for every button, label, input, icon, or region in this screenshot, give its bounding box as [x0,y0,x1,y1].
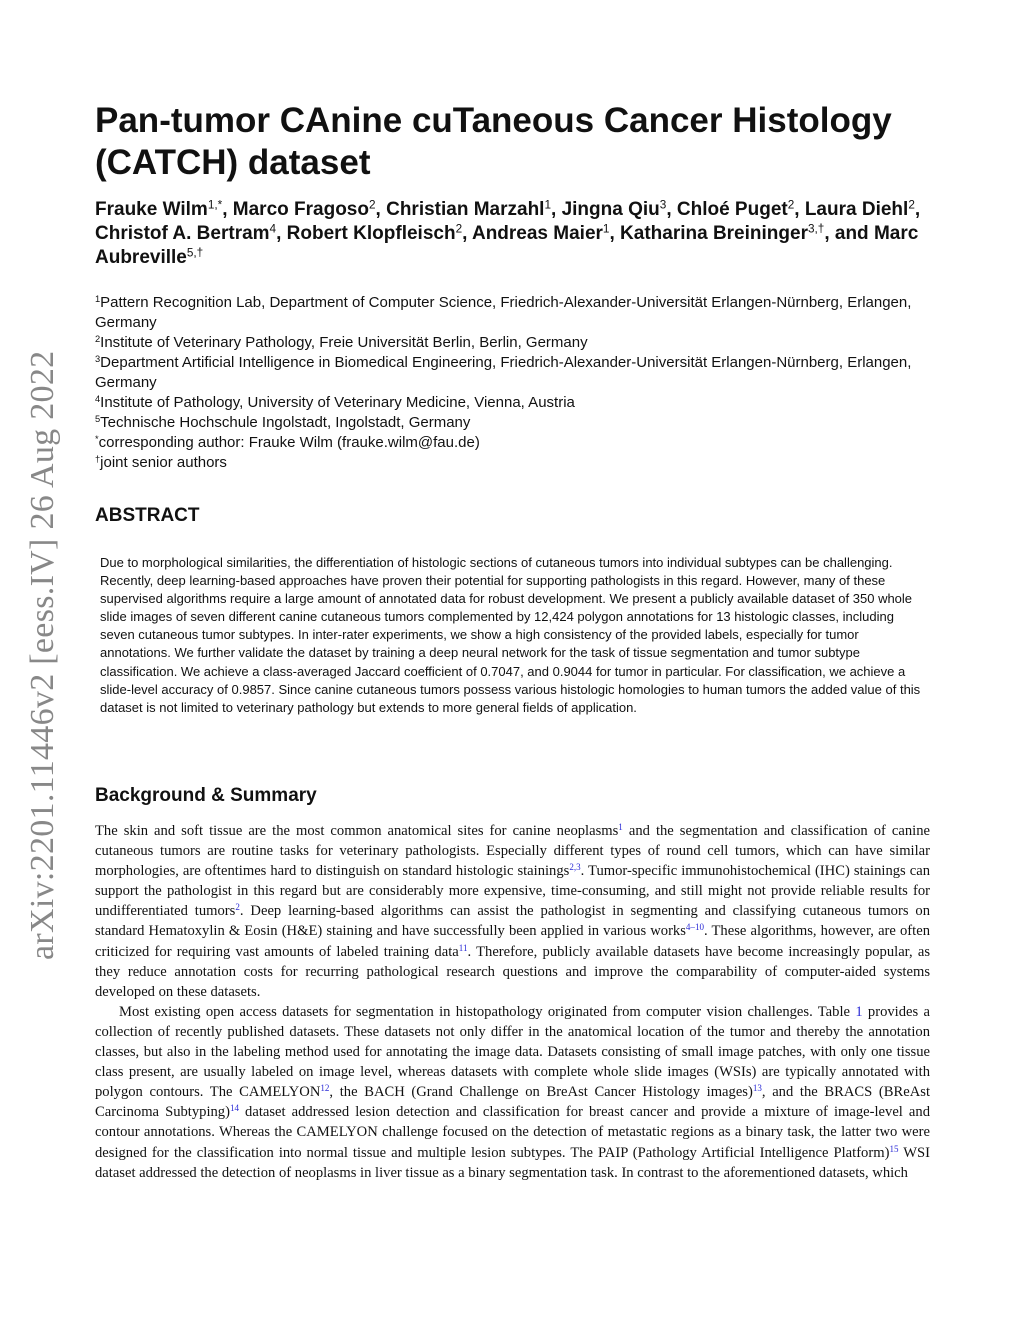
affiliation-text: Institute of Veterinary Pathology, Freie Universität Berlin, Berlin, Germany [100,334,588,351]
table-reference-link[interactable]: 1 [855,1003,863,1020]
author-affiliation-mark: 1,* [207,198,223,212]
body-text-run: , the BACH (Grand Challenge on BreAst Cancer Histology images) [329,1084,753,1101]
author-name: Marc Aubreville [95,223,919,268]
citation-link[interactable]: 4–10 [685,922,704,933]
body-text-run: provides a collection of recently published datasets. These datasets not only differ in the anatomical location of the tumor and thereby the annotation classes, but also in the labeling method used for annotating the image data. Datasets consisting of small image patches, with only one tissue class present, are usually labeled on image level, whereas datasets with complete whole slide images (WSIs) are typically annotated with polygon contours. The CAMELYON [95,1003,930,1101]
background-heading: Background & Summary [95,785,317,806]
paragraph-1 [95,821,930,1002]
title-line-1: Pan-tumor CAnine cuTaneous Cancer Histology [95,101,892,140]
title-line-2: (CATCH) dataset [95,143,371,182]
affiliation-text: joint senior authors [100,454,227,471]
affiliation-mark: 3 [95,353,101,364]
author-name: Katharina Breininger [620,223,808,244]
citation-link[interactable]: 12 [320,1083,330,1094]
citation-link[interactable]: 2,3 [569,862,581,873]
affiliation-list [95,293,945,473]
author-name: Marco Fragoso [232,199,369,220]
author-affiliation-mark: 2 [455,222,463,236]
author-affiliation-mark: 4 [269,222,277,236]
author-affiliation-mark: 2 [908,198,915,212]
citation-link[interactable]: 15 [889,1143,899,1154]
author-affiliation-mark: 1 [602,222,610,236]
abstract-text: Due to morphological similarities, the differentiation of histologic sections of cutaneous tumors into individual subtypes can be challenging. Recently, deep learning-based approaches have proven their potential for supporting pathologists in this regard. However, many of these supervised algorithms require a large amount of annotated data for robust development. We present a publicly available dataset of 350 whole slide images of seven different canine cutaneous tumors complemented by 12,424 polygon annotations for 13 histologic classes, including seven cutaneous tumor subtypes. In inter-rater experiments, we show a high consistency of the provided labels, especially for tumor annotations. We further validate the dataset by training a deep neural network for the task of tissue segmentation and tumor subtype classification. We achieve a class-averaged Jaccard coefficient of 0.7047, and 0.9044 for tumor in particular. For classification, we achieve a slide-level accuracy of 0.9857. Since canine cutaneous tumors possess various histologic homologies to human tumors the added value of this dataset is not limited to veterinary pathology but extends to more general fields of application. [100,555,921,715]
paragraph-2 [95,1002,930,1183]
body-text-run: and the segmentation and classification of canine cutaneous tumors are routine tasks for veterinary pathologists. Especially different types of round cell tumors, which can have similar morphologies, are oftentimes hard to distinguish on standard histologic stainings [95,823,931,880]
citation-link[interactable]: 13 [752,1083,762,1094]
author-name: Jingna Qiu [561,199,660,220]
author-affiliation-mark: 3 [659,198,667,212]
citation-link[interactable]: 1 [618,822,623,833]
author-name: Christian Marzahl [386,199,545,220]
author-affiliation-mark: 3,† [807,222,825,236]
body-text-run: Most existing open access datasets for segmentation in histopathology originated from computer vision challenges. Table [119,1003,856,1020]
affiliation-mark: 4 [95,393,101,404]
body-text-run: The skin and soft tissue are the most common anatomical sites for canine neoplasms [95,823,619,839]
affiliation-item [95,293,945,333]
author-name: Chloé Puget [676,199,788,220]
author-affiliation-mark: 2 [787,198,795,212]
affiliation-text: Technische Hochschule Ingolstadt, Ingolstadt, Germany [100,414,471,431]
body-text-run: . Deep learning-based algorithms can assist the pathologist in segmenting and classifying cutaneous tumors on standard Hematoxylin & Eosin (H&E) staining and have successfully been applied in various works [95,903,930,940]
affiliation-text: Department Artificial Intelligence in Biomedical Engineering, Friedrich-Alexander-Universität Erlangen-Nürnberg, Erlangen, Germany [95,354,912,391]
affiliation-item [95,413,945,433]
affiliation-mark: 2 [95,333,101,344]
author-name: Laura Diehl [804,199,909,220]
affiliation-item [95,353,945,393]
affiliation-item [95,433,945,453]
body-text-run: . Therefore, publicly available datasets have become increasingly popular, as they reduce annotation costs for recurring pathological research questions and improve the comparability of computer-aided systems developed on these datasets. [95,943,931,1000]
body-text-run: WSI dataset addressed the detection of neoplasms in liver tissue as a binary segmentation task. In contrast to the aforementioned datasets, which [95,1144,930,1181]
affiliation-text: corresponding author: Frauke Wilm (frauke.wilm@fau.de) [98,434,480,451]
citation-link[interactable]: 2 [235,902,240,913]
affiliation-item [95,453,945,473]
affiliation-mark: † [95,453,101,464]
affiliation-mark: 5 [95,413,101,424]
citation-link[interactable]: 14 [229,1103,239,1114]
arxiv-identifier: arXiv:2201.11446v2 [eess.IV] 26 Aug 2022 [24,350,61,960]
body-text-run: , and the BRACS (BReAst Carcinoma Subtyping) [95,1084,931,1121]
affiliation-item [95,333,945,353]
affiliation-item [95,393,945,413]
abstract-heading: ABSTRACT [95,505,200,526]
body-text-run: dataset addressed lesion detection and classification for breast cancer and provide a mixture of image-level and contour annotations. Whereas the CAMELYON challenge focused on the detection of metastatic regions as a binary task, the latter two were designed for the classification into normal tissue and multiple lesion subtypes. The PAIP (Pathology Artificial Intelligence Platform) [95,1104,930,1161]
body-text [95,821,930,1183]
author-list: Frauke Wilm$^{1,*}$, Marco Fragoso$^2$, Christian Marzahl$^1$, Jingna Qiu$^3$, Chloé Puget$^2$, Laura Diehl$^2$, Christof A. Bertram$^4$, Robert Klopfleisch$^2$, Andreas Maier$^1$, Katharina Breininger$^{3,\dagger}$, and Marc Aubreville$^{5,\dagger}$ [95,198,921,268]
affiliation-text: Institute of Pathology, University of Veterinary Medicine, Vienna, Austria [100,394,575,411]
author-affiliation-mark: 1 [544,198,552,212]
author-name: Andreas Maier [471,223,603,244]
paper-title [95,100,975,184]
body-text-run: . These algorithms, however, are often criticized for requiring vast amounts of labeled training data [95,923,930,960]
affiliation-text: Pattern Recognition Lab, Department of Computer Science, Friedrich-Alexander-Universität Erlangen-Nürnberg, Erlangen, Germany [95,294,912,331]
author-name: Frauke Wilm [95,199,208,220]
affiliation-mark: 1 [95,293,101,304]
author-name: Christof A. Bertram [95,223,270,244]
author-name: Robert Klopfleisch [286,223,456,244]
author-affiliation-mark: 2 [368,198,376,212]
body-text-run: . Tumor-specific immunohistochemical (IHC) stainings can support the pathologist in this regard but are considerably more expensive, time-consuming, and still might not provide reliable results for undifferentiated tumors [95,863,930,920]
citation-link[interactable]: 11 [458,942,468,953]
author-affiliation-mark: 5,† [186,246,204,260]
affiliation-mark: * [95,433,99,444]
